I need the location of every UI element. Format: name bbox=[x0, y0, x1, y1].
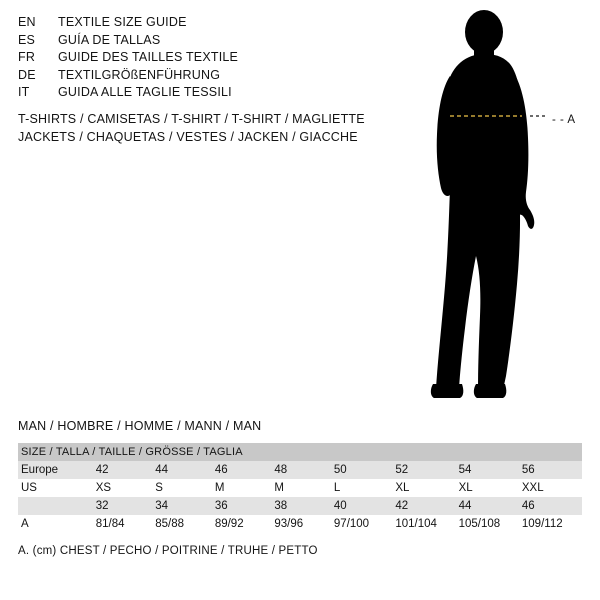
language-header-block bbox=[18, 14, 398, 102]
language-text-en: TEXTILE SIZE GUIDE bbox=[58, 15, 187, 29]
table-header-label: SIZE / TALLA / TAILLE / GRÖSSE / TAGLIA bbox=[21, 446, 243, 458]
category-jackets: JACKETS / CHAQUETAS / VESTES / JACKEN / GIACCHE bbox=[18, 130, 358, 144]
cell-europe-3: 48 bbox=[274, 464, 288, 476]
language-row-es bbox=[18, 32, 398, 50]
row-label-us: US bbox=[21, 482, 37, 494]
cell-us-4: L bbox=[333, 482, 341, 494]
cell-a-7: 109/112 bbox=[521, 518, 563, 530]
measure-label-a: - - A bbox=[552, 114, 576, 126]
cell-europe-0: 42 bbox=[95, 464, 109, 476]
cell-us-7: XXL bbox=[521, 482, 544, 494]
language-code-es: ES bbox=[18, 32, 36, 47]
cell-usnum-1: 34 bbox=[155, 500, 169, 512]
silhouette-svg bbox=[400, 10, 590, 400]
cell-us-2: M bbox=[214, 482, 225, 494]
cell-a-5: 101/104 bbox=[395, 518, 437, 530]
language-row-de bbox=[18, 67, 398, 85]
cell-a-6: 105/108 bbox=[458, 518, 501, 530]
footnote-chest-measure: A. (cm) CHEST / PECHO / POITRINE / TRUHE / PETTO bbox=[18, 545, 318, 557]
cell-usnum-7: 46 bbox=[521, 500, 535, 512]
cell-usnum-6: 44 bbox=[458, 500, 472, 512]
table-title-man: MAN / HOMBRE / HOMME / MANN / MAN bbox=[18, 419, 262, 433]
cell-us-0: XS bbox=[95, 482, 112, 494]
cell-a-2: 89/92 bbox=[214, 518, 244, 530]
cell-europe-1: 44 bbox=[155, 464, 169, 476]
cell-europe-7: 56 bbox=[521, 464, 535, 476]
language-code-it: IT bbox=[18, 85, 30, 99]
language-row-fr bbox=[18, 49, 398, 67]
size-table bbox=[18, 443, 582, 533]
cell-us-3: M bbox=[274, 482, 284, 494]
table-row bbox=[18, 479, 582, 497]
cell-a-0: 81/84 bbox=[95, 518, 125, 530]
cell-europe-2: 46 bbox=[214, 464, 228, 476]
table-row bbox=[18, 461, 582, 479]
language-text-de: TEXTILGRÖßENFÜHRUNG bbox=[58, 67, 221, 82]
cell-usnum-2: 36 bbox=[214, 500, 228, 512]
language-text-it: GUIDA ALLE TAGLIE TESSILI bbox=[58, 85, 232, 99]
cell-us-1: S bbox=[155, 482, 163, 494]
male-silhouette-figure bbox=[400, 10, 590, 400]
cell-usnum-3: 38 bbox=[274, 500, 288, 512]
language-code-de: DE bbox=[18, 67, 36, 82]
row-label-a: A bbox=[21, 518, 29, 530]
cell-us-6: XL bbox=[458, 482, 473, 494]
cell-usnum-5: 42 bbox=[395, 500, 409, 512]
language-text-fr: GUIDE DES TAILLES TEXTILE bbox=[58, 50, 239, 64]
language-row-en bbox=[18, 14, 398, 32]
table-row bbox=[18, 515, 582, 533]
cell-a-1: 85/88 bbox=[155, 518, 185, 530]
cell-usnum-4: 40 bbox=[333, 500, 347, 512]
cell-a-3: 93/96 bbox=[274, 518, 304, 530]
cell-usnum-0: 32 bbox=[95, 500, 109, 512]
language-code-en: EN bbox=[18, 15, 36, 29]
category-tshirts: T-SHIRTS / CAMISETAS / T-SHIRT / T-SHIRT / MAGLIETTE bbox=[18, 112, 365, 126]
garment-category-block bbox=[18, 110, 418, 146]
cell-europe-4: 50 bbox=[333, 464, 347, 476]
table-header-row bbox=[18, 443, 582, 461]
cell-europe-6: 54 bbox=[458, 464, 472, 476]
language-row-it bbox=[18, 84, 398, 102]
language-text-es: GUÍA DE TALLAS bbox=[58, 32, 161, 47]
cell-a-4: 97/100 bbox=[333, 518, 370, 530]
row-label-europe: Europe bbox=[21, 464, 59, 476]
language-code-fr: FR bbox=[18, 50, 36, 64]
cell-us-5: XL bbox=[395, 482, 410, 494]
cell-europe-5: 52 bbox=[395, 464, 409, 476]
silhouette-body bbox=[431, 10, 534, 398]
row-label-us-numeric bbox=[18, 497, 93, 515]
table-row bbox=[18, 497, 582, 515]
